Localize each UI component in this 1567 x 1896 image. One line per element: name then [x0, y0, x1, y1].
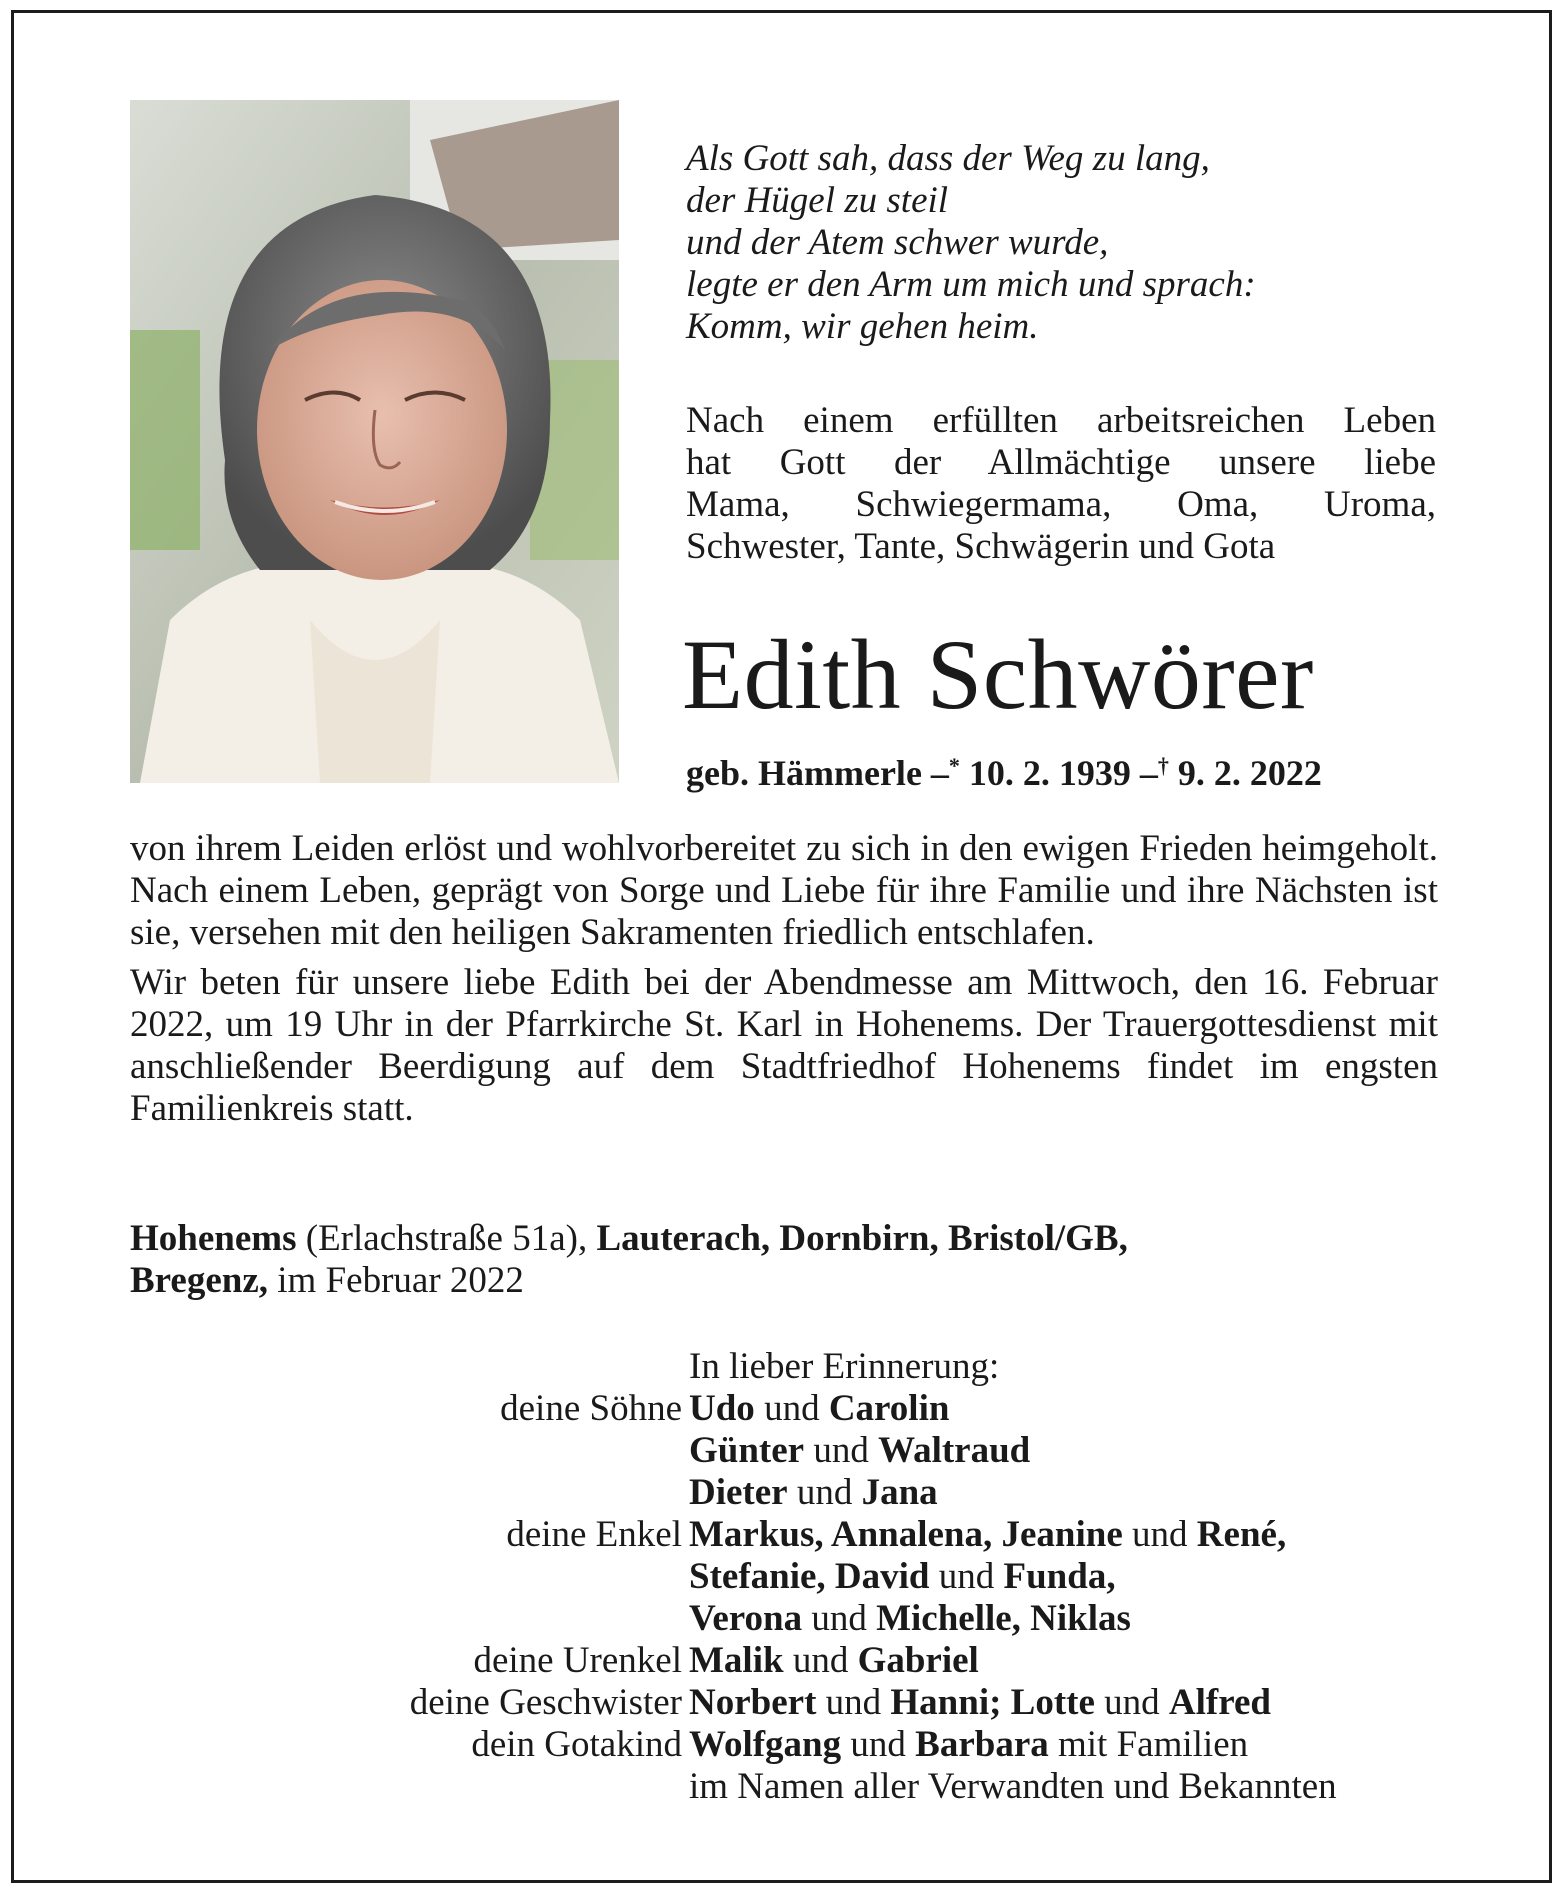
body-paragraph: Wir beten für unsere liebe Edith bei der Abendmesse am Mittwoch, den 16. Februar 2022, um 19 Uhr in der Pfarrkirche St. Karl in Hohenems. Der Trauergottesdienst mit anschließender Beerdigung auf dem Stadtfriedhof Hohenems findet im engsten Familienkreis statt.	[130, 962, 1438, 1129]
mourner-name: Barbara	[915, 1724, 1049, 1765]
died-symbol: †	[1157, 753, 1169, 778]
mourner-row	[0, 1724, 1567, 1766]
place: Hohenems	[130, 1218, 297, 1259]
conjunction: und	[1094, 1682, 1169, 1723]
body-text	[130, 828, 1438, 1138]
maiden-name: geb. Hämmerle	[686, 753, 922, 793]
intro-line: Nach einem erfüllten arbeitsreichen Leben	[686, 400, 1436, 441]
conjunction: und	[787, 1472, 862, 1513]
mourner-row	[0, 1598, 1567, 1640]
conjunction: und	[783, 1640, 858, 1681]
mourner-row	[0, 1682, 1567, 1724]
mourner-name: Dieter	[689, 1472, 788, 1513]
mourner-row	[0, 1514, 1567, 1556]
mourner-row	[0, 1640, 1567, 1682]
dash: –	[1139, 753, 1158, 793]
mourner-row	[0, 1766, 1567, 1808]
mourner-name: Norbert	[689, 1682, 817, 1723]
portrait-photo	[130, 100, 619, 783]
relation-label: deine Urenkel	[473, 1640, 682, 1681]
memory-title: In lieber Erinnerung:	[689, 1346, 1000, 1387]
conjunction: und	[1122, 1514, 1197, 1555]
mourner-name: Markus, Annalena, Jeanine	[689, 1514, 1123, 1555]
poem	[686, 138, 1446, 348]
mourner-name: Michelle, Niklas	[876, 1598, 1131, 1639]
mourner-name: Gabriel	[857, 1640, 979, 1681]
mourner-name: Malik	[689, 1640, 784, 1681]
mourner-name: Verona	[689, 1598, 803, 1639]
place: Lauterach, Dornbirn, Bristol/GB,	[596, 1218, 1128, 1259]
intro-line: hat Gott der Allmächtige unsere liebe	[686, 442, 1436, 483]
mourner-row	[0, 1556, 1567, 1598]
conjunction: und	[929, 1556, 1004, 1597]
relation-label: deine Enkel	[506, 1514, 682, 1555]
conjunction: und	[816, 1682, 891, 1723]
mourner-name: Udo	[689, 1388, 755, 1429]
poem-line: der Hügel zu steil	[686, 180, 949, 221]
born-symbol: *	[948, 753, 960, 778]
poem-line: Komm, wir gehen heim.	[686, 306, 1039, 347]
deceased-name: Edith Schwörer	[682, 619, 1314, 730]
mourner-name: Alfred	[1168, 1682, 1271, 1723]
birth-date: 10. 2. 1939	[968, 753, 1131, 793]
relation-label: deine Söhne	[500, 1388, 682, 1429]
date-line: im Februar 2022	[268, 1260, 524, 1301]
intro-text	[686, 400, 1436, 568]
mourner-row	[0, 1472, 1567, 1514]
intro-line: Mama, Schwiegermama, Oma, Uroma,	[686, 484, 1436, 525]
dash: –	[930, 753, 949, 793]
address: (Erlachstraße 51a),	[296, 1218, 597, 1259]
conjunction: und	[802, 1598, 877, 1639]
life-dates	[686, 745, 1446, 794]
mourner-row	[0, 1430, 1567, 1472]
mourner-name: Jana	[861, 1472, 938, 1513]
mourner-name: Carolin	[828, 1388, 950, 1429]
mourner-name: Wolfgang	[689, 1724, 842, 1765]
conjunction: und	[804, 1430, 879, 1471]
mourner-name: Hanni; Lotte	[890, 1682, 1095, 1723]
poem-line: und der Atem schwer wurde,	[686, 222, 1109, 263]
places-line	[130, 1218, 1450, 1302]
conjunction: und	[754, 1388, 829, 1429]
closing-line: im Namen aller Verwandten und Bekannten	[689, 1766, 1337, 1807]
death-date: 9. 2. 2022	[1177, 753, 1322, 793]
poem-line: Als Gott sah, dass der Weg zu lang,	[686, 138, 1210, 179]
mourner-name: Funda,	[1003, 1556, 1116, 1597]
poem-line: legte er den Arm um mich und sprach:	[686, 264, 1256, 305]
relation-label: deine Geschwister	[409, 1682, 682, 1723]
mourner-suffix: mit Familien	[1048, 1724, 1249, 1765]
relation-label: dein Gotakind	[471, 1724, 682, 1765]
intro-line: Schwester, Tante, Schwägerin und Gota	[686, 526, 1276, 567]
mourner-name: Stefanie, David	[689, 1556, 930, 1597]
mourner-name: Günter	[689, 1430, 805, 1471]
mourner-name: René,	[1196, 1514, 1287, 1555]
body-paragraph: von ihrem Leiden erlöst und wohlvorbereitet zu sich in den ewigen Frieden heimgeholt. Nach einem Leben, geprägt von Sorge und Liebe für ihre Familie und ihre Nächsten ist sie, versehen mit den heiligen Sakramenten friedlich entschlafen.	[130, 828, 1438, 953]
mourner-name: Waltraud	[878, 1430, 1031, 1471]
conjunction: und	[841, 1724, 916, 1765]
place: Bregenz,	[130, 1260, 269, 1301]
mourner-row	[0, 1388, 1567, 1430]
